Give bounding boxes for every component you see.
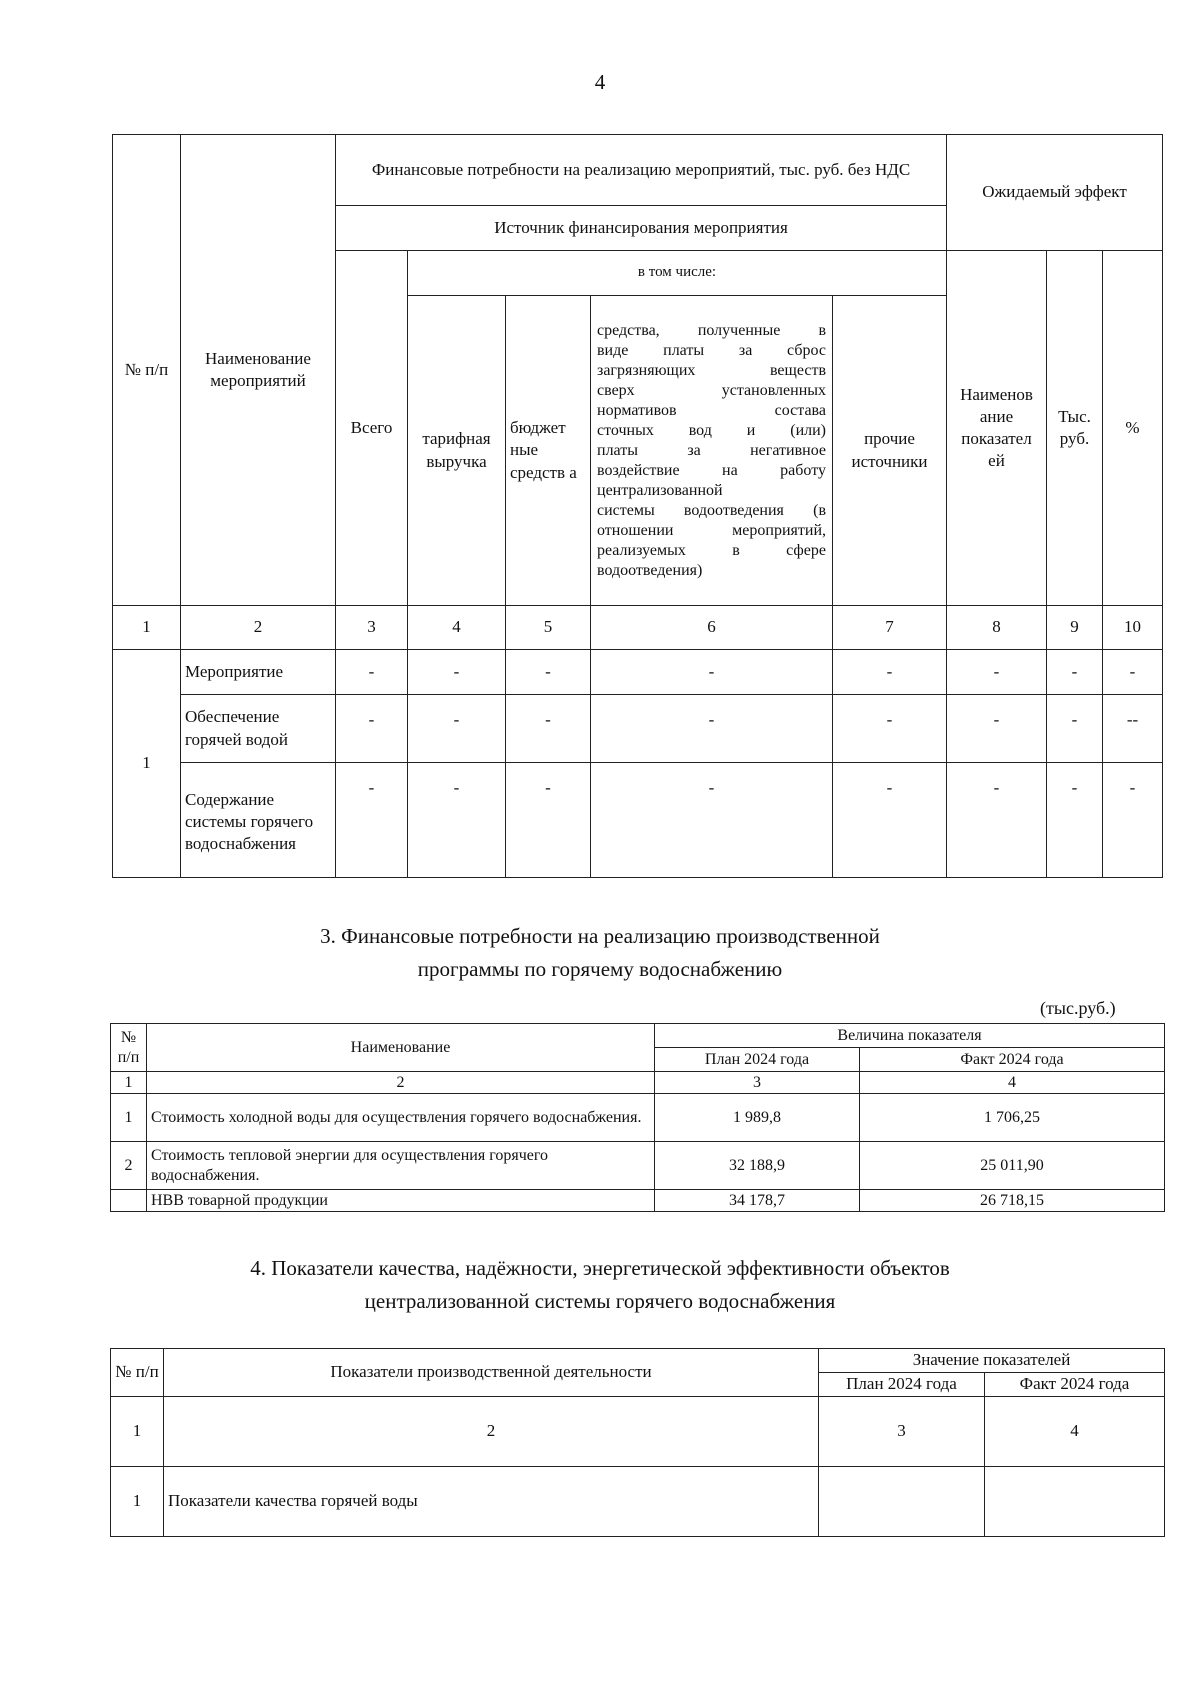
col-number: 4 [408,606,506,650]
cell-value: - [336,763,408,878]
col-number: 4 [985,1397,1165,1467]
values-header: Значение показателей [819,1349,1165,1373]
fees-line: платы за негативное [597,441,826,459]
indicators-header: Показатели производственной деятельности [164,1349,819,1397]
cell-value: - [591,650,833,695]
col-number: 7 [833,606,947,650]
cell-value: - [947,650,1047,695]
cell-value: - [408,695,506,763]
plan-value: 34 178,7 [655,1190,860,1212]
cell-value: - [408,650,506,695]
col-number: 5 [506,606,591,650]
col-number: 4 [860,1072,1165,1094]
expected-effect-header: Ожидаемый эффект [947,135,1163,251]
cell-value: - [506,650,591,695]
table-row [113,763,1163,878]
col-name-header: Наименование [147,1024,655,1072]
row-name: НВВ товарной продукции [147,1190,655,1212]
thousand-rub-header: Тыс. руб. [1047,251,1103,606]
plan-value [819,1467,985,1537]
fact-value: 25 011,90 [860,1142,1165,1190]
cell-value: - [336,695,408,763]
fees-header [591,296,833,606]
cell-value: -- [1103,695,1163,763]
fees-line: загрязняющих веществ [597,361,826,379]
section4-title [0,1252,1200,1317]
col-number: 6 [591,606,833,650]
measure-name: Мероприятие [181,650,336,695]
cell-value: - [947,695,1047,763]
cell-value: - [833,763,947,878]
table-row [113,695,1163,763]
cell-value: - [1047,650,1103,695]
cell-value: - [408,763,506,878]
col-number: 3 [655,1072,860,1094]
cell-value: - [833,650,947,695]
col-no-header: № п/п [111,1024,147,1072]
col-number: 2 [164,1397,819,1467]
cell-value: - [591,695,833,763]
col-number: 1 [111,1397,164,1467]
percent-header: % [1103,251,1163,606]
measures-table [112,134,1163,878]
section4-title-line1: 4. Показатели качества, надёжности, энергетической эффективности объектов [250,1256,950,1280]
section3-title-line1: 3. Финансовые потребности на реализацию производственной [320,924,880,948]
col-number: 2 [147,1072,655,1094]
cell-value: - [336,650,408,695]
cell-value: - [1047,763,1103,878]
fees-line: виде платы за сброс [597,341,826,359]
cell-value: - [506,763,591,878]
col-number: 1 [113,606,181,650]
measure-name: Содержание системы горячего водоснабжения [181,763,336,878]
fees-line: нормативов состава [597,401,826,419]
col-no-header: № п/п [111,1349,164,1397]
col-number: 8 [947,606,1047,650]
section3-unit: (тыс.руб.) [1040,998,1116,1018]
cell-value: - [1103,650,1163,695]
financial-needs-table [110,1023,1165,1212]
group-number: 1 [113,650,181,878]
fact-value: 26 718,15 [860,1190,1165,1212]
cell-value: - [1047,695,1103,763]
section4-title-line2: централизованной системы горячего водоснабжения [364,1288,836,1313]
col-number: 1 [111,1072,147,1094]
section3-title-line2: программы по горячему водоснабжению [417,956,783,981]
budget-header: бюджет ные средств а [506,296,591,606]
total-header: Всего [336,251,408,606]
fees-line: реализуемых в сфере [597,541,826,559]
fees-line: сверх установленных [597,381,826,399]
row-name: Стоимость холодной воды для осуществления горячего водоснабжения. [147,1094,655,1142]
fees-line: централизованной [597,481,723,499]
row-number: 1 [111,1094,147,1142]
page-number: 4 [594,70,606,94]
fact-header: Факт 2024 года [985,1373,1165,1397]
financial-needs-header: Финансовые потребности на реализацию мероприятий, тыс. руб. без НДС [336,135,947,206]
row-name: Показатели качества горячей воды [164,1467,819,1537]
row-name: Стоимость тепловой энергии для осуществления горячего водоснабжения. [147,1142,655,1190]
other-sources-header: прочие источники [833,296,947,606]
fees-line: системы водоотведения (в [597,501,826,519]
table-row [111,1142,1165,1190]
table-row [111,1467,1165,1537]
quality-indicators-table [110,1348,1165,1537]
col-no-header: № п/п [113,135,181,606]
col-number: 3 [336,606,408,650]
fees-line: средства, полученные в [597,321,826,339]
col-number: 10 [1103,606,1163,650]
value-header: Величина показателя [655,1024,1165,1048]
section3-title [0,920,1200,985]
indicator-name-header: Наименов ание показател ей [947,251,1047,606]
fact-value [985,1467,1165,1537]
fees-line: воздействие на работу [597,461,826,479]
fees-line: водоотведения) [597,561,703,579]
col-number: 9 [1047,606,1103,650]
col-name-header: Наименование мероприятий [181,135,336,606]
measure-name: Обеспечение горячей водой [181,695,336,763]
row-number [111,1190,147,1212]
row-number: 2 [111,1142,147,1190]
cell-value: - [1103,763,1163,878]
tariff-header: тарифная выручка [408,296,506,606]
cell-value: - [506,695,591,763]
cell-value: - [833,695,947,763]
fact-value: 1 706,25 [860,1094,1165,1142]
cell-value: - [947,763,1047,878]
row-number: 1 [111,1467,164,1537]
table-row [111,1094,1165,1142]
plan-header: План 2024 года [819,1373,985,1397]
fact-header: Факт 2024 года [860,1048,1165,1072]
plan-value: 32 188,9 [655,1142,860,1190]
plan-header: План 2024 года [655,1048,860,1072]
col-number: 2 [181,606,336,650]
fees-line: сточных вод и (или) [597,421,826,439]
plan-value: 1 989,8 [655,1094,860,1142]
table-row [111,1190,1165,1212]
funding-source-header: Источник финансирования мероприятия [336,206,947,251]
including-header: в том числе: [408,251,947,296]
cell-value: - [591,763,833,878]
fees-line: отношении мероприятий, [597,521,826,539]
table-row [113,650,1163,695]
col-number: 3 [819,1397,985,1467]
